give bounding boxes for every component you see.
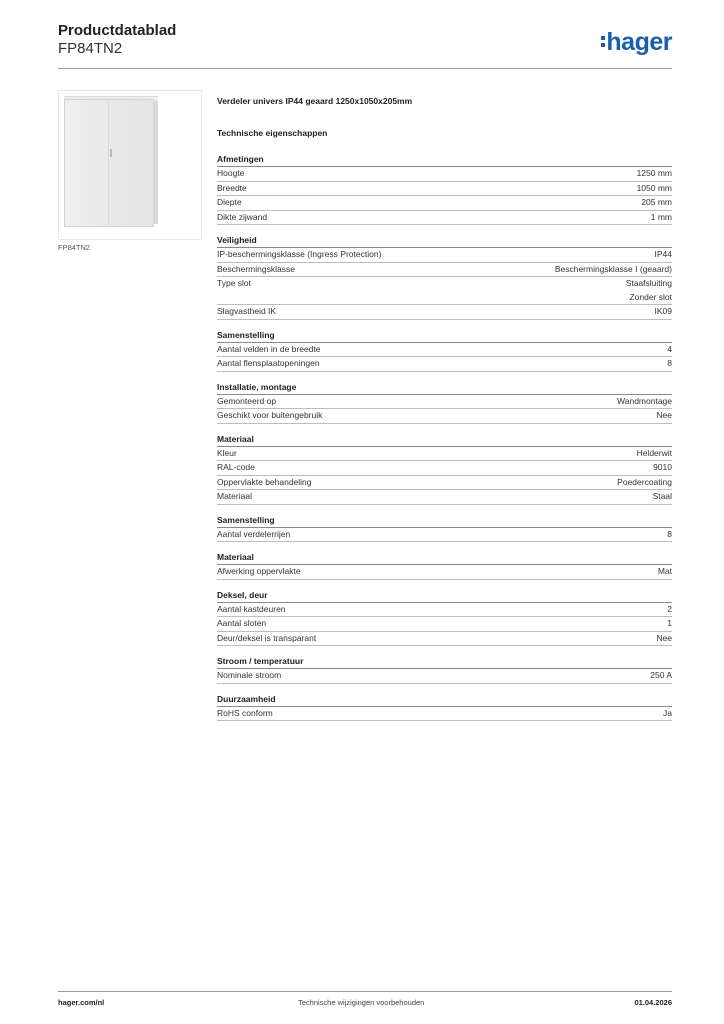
spec-label: Aantal kastdeuren <box>217 603 286 614</box>
spec-label: Deur/deksel is transparant <box>217 632 317 643</box>
spec-label: Type slot <box>217 278 252 288</box>
spec-label: Aantal flensplaatopeningen <box>217 358 320 368</box>
cabinet-side <box>153 101 158 224</box>
spec-label: Beschermingsklasse <box>217 263 295 274</box>
footer-date: 01.04.2026 <box>634 998 672 1007</box>
spec-section <box>217 551 672 580</box>
spec-row <box>217 707 672 722</box>
section-title: Veiligheid <box>217 234 672 248</box>
spec-row <box>217 476 672 491</box>
spec-value: IK09 <box>654 306 672 316</box>
cabinet-lock-icon <box>110 149 112 157</box>
cabinet-door-split <box>108 99 109 225</box>
footer-divider <box>58 991 672 992</box>
spec-row <box>217 565 672 580</box>
footer-disclaimer: Technische wijzigingen voorbehouden <box>298 998 425 1007</box>
spec-label: Hoogte <box>217 168 245 178</box>
section-title: Materiaal <box>217 551 672 565</box>
spec-row <box>217 395 672 410</box>
spec-sections <box>217 153 672 721</box>
spec-row <box>217 409 672 424</box>
spec-value: Nee <box>656 632 672 643</box>
logo-dots-icon <box>601 33 605 50</box>
spec-label: Aantal sloten <box>217 618 267 628</box>
spec-row <box>217 617 672 632</box>
section-title: Deksel, deur <box>217 589 672 603</box>
product-code: FP84TN2 <box>58 40 123 57</box>
section-title: Samenstelling <box>217 514 672 528</box>
spec-label: Oppervlakte behandeling <box>217 476 312 487</box>
spec-row <box>217 669 672 684</box>
spec-label: Gemonteerd op <box>217 395 277 406</box>
spec-row <box>217 196 672 211</box>
spec-row <box>217 182 672 197</box>
spec-label: Kleur <box>217 447 237 458</box>
product-name: Verdeler univers IP44 geaard 1250x1050x205mm <box>217 96 413 106</box>
section-title: Materiaal <box>217 433 672 447</box>
spec-row <box>217 632 672 647</box>
spec-label: Diepte <box>217 197 242 207</box>
spec-value: 250 A <box>650 670 672 680</box>
spec-row <box>217 248 672 263</box>
spec-row <box>217 447 672 462</box>
spec-row <box>217 211 672 226</box>
section-title: Installatie, montage <box>217 381 672 395</box>
spec-label: Nominale stroom <box>217 670 282 680</box>
spec-value: 9010 <box>653 462 672 472</box>
spec-section <box>217 329 672 372</box>
header-divider <box>58 68 672 69</box>
spec-section <box>217 693 672 722</box>
section-title: Afmetingen <box>217 153 672 167</box>
spec-row <box>217 277 672 305</box>
spec-value: IP44 <box>654 249 672 259</box>
spec-row <box>217 357 672 372</box>
image-caption: FP84TN2 <box>58 243 91 252</box>
spec-label: IP-beschermingsklasse (Ingress Protection) <box>217 249 382 259</box>
section-title: Stroom / temperatuur <box>217 655 672 669</box>
spec-section <box>217 381 672 424</box>
tech-properties-title: Technische eigenschappen <box>217 128 328 138</box>
spec-label: Afwerking oppervlakte <box>217 566 301 576</box>
spec-label: Slagvastheid IK <box>217 306 277 316</box>
spec-label: RoHS conform <box>217 707 273 718</box>
spec-value: Helderwit <box>636 447 672 458</box>
spec-label: Aantal verdelerrijen <box>217 528 291 539</box>
spec-value: 1 <box>667 618 672 628</box>
spec-row <box>217 343 672 358</box>
product-image <box>58 90 202 240</box>
spec-value: Nee <box>656 410 672 420</box>
page-header <box>58 22 672 68</box>
spec-value: 1050 mm <box>636 182 672 193</box>
section-title: Duurzaamheid <box>217 693 672 707</box>
spec-value: 2 <box>667 603 672 614</box>
spec-row <box>217 490 672 505</box>
footer-website[interactable]: hager.com/nl <box>58 998 105 1007</box>
spec-section <box>217 234 672 320</box>
document-title: Productdatablad <box>58 22 177 39</box>
spec-section <box>217 433 672 505</box>
spec-row <box>217 167 672 182</box>
section-title: Samenstelling <box>217 329 672 343</box>
spec-value: Staal <box>652 491 672 501</box>
spec-label: Materiaal <box>217 491 252 501</box>
spec-section <box>217 153 672 225</box>
logo-text: hager <box>606 28 672 56</box>
spec-value: 1 mm <box>650 211 672 222</box>
spec-value: 1250 mm <box>636 168 672 178</box>
spec-value: Staafsluiting Zonder slot <box>625 278 672 302</box>
spec-value: Beschermingsklasse I (geaard) <box>554 263 672 274</box>
spec-value: 205 mm <box>641 197 672 207</box>
spec-row <box>217 603 672 618</box>
spec-value: Wandmontage <box>617 395 672 406</box>
spec-row <box>217 263 672 278</box>
hager-logo <box>601 28 672 57</box>
spec-row <box>217 305 672 320</box>
spec-section <box>217 655 672 684</box>
spec-value: 8 <box>667 358 672 368</box>
spec-label: Aantal velden in de breedte <box>217 343 321 354</box>
spec-value: Poedercoating <box>617 476 672 487</box>
spec-value: Mat <box>657 566 672 576</box>
spec-content <box>217 96 672 730</box>
spec-label: Geschikt voor buitengebruik <box>217 410 323 420</box>
spec-section <box>217 589 672 647</box>
spec-value: Ja <box>663 707 672 718</box>
cabinet-front <box>64 99 154 227</box>
spec-label: Dikte zijwand <box>217 211 268 222</box>
spec-section <box>217 514 672 543</box>
spec-value: 8 <box>667 528 672 539</box>
spec-value: 4 <box>667 343 672 354</box>
spec-row <box>217 461 672 476</box>
spec-row <box>217 528 672 543</box>
spec-label: Breedte <box>217 182 247 193</box>
spec-label: RAL-code <box>217 462 255 472</box>
